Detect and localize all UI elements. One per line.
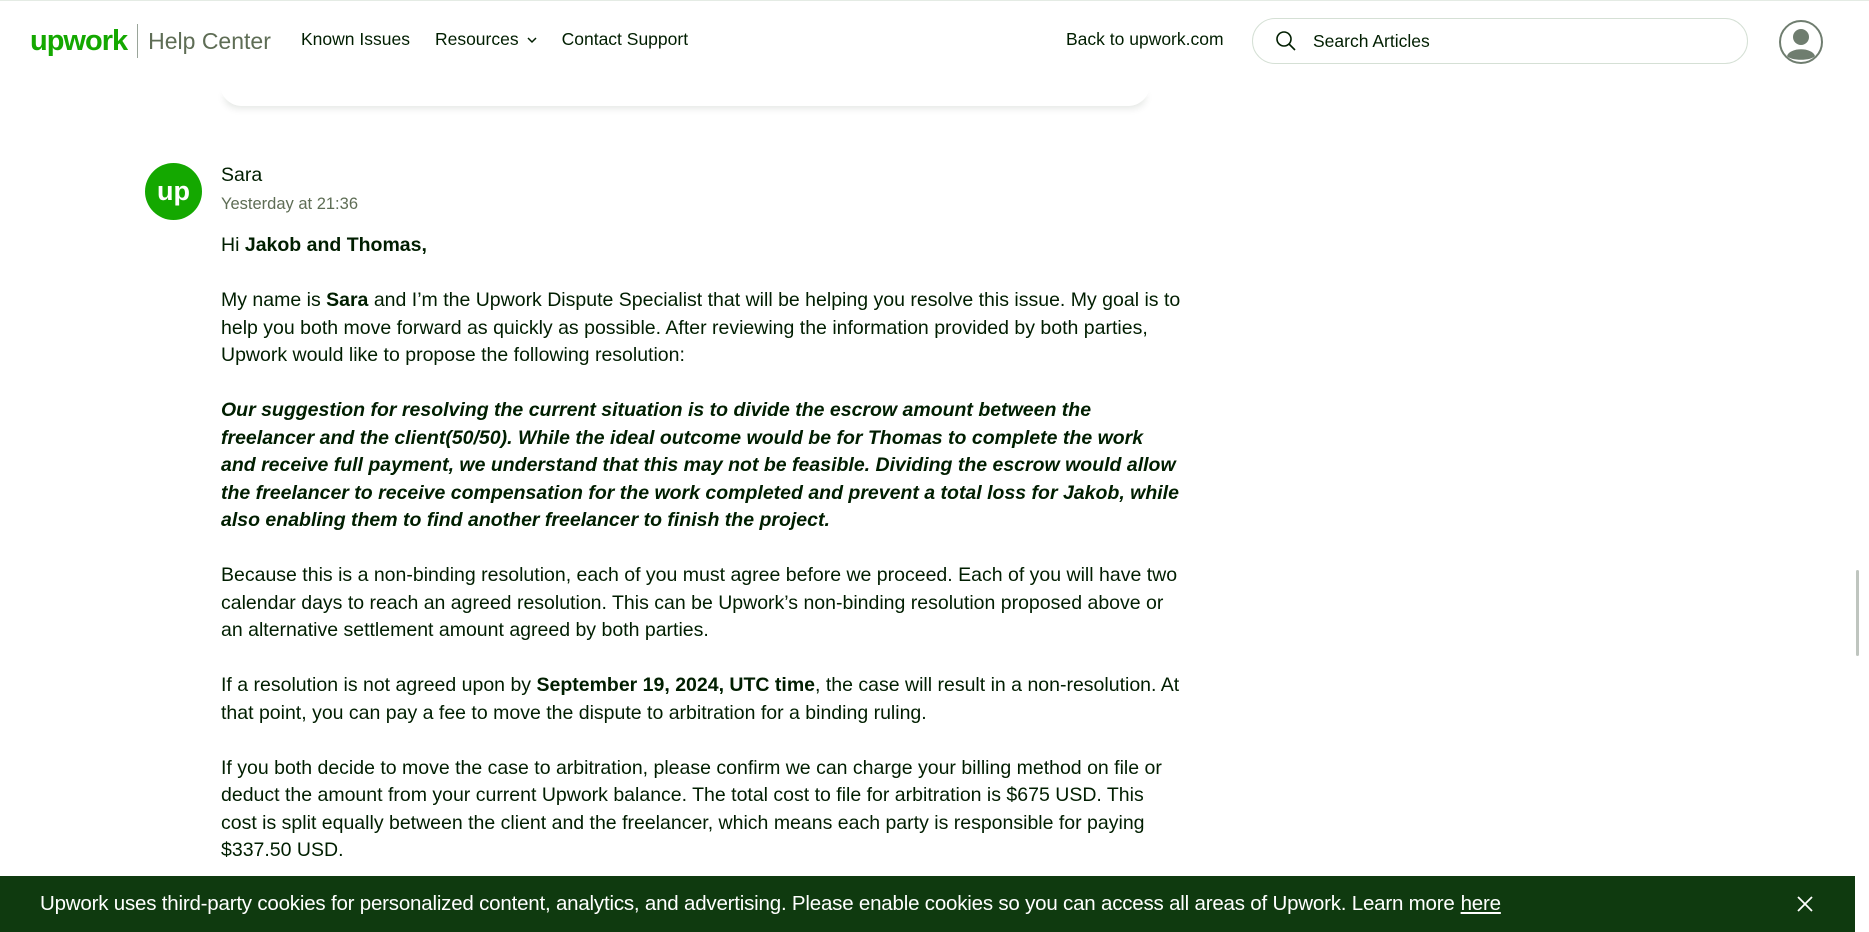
intro-text-b: and I’m the Upwork Dispute Specialist that will be helping you resolve this issue. My goal is to help you both move forward as quickly as possible. After reviewing the information provided by both parties, Upwork would like to propose the following resolution: [221, 289, 1181, 366]
deadline-date: September 19, 2024, UTC time [536, 674, 816, 696]
search-icon [1275, 30, 1297, 52]
user-avatar-icon[interactable] [1779, 20, 1823, 64]
cookie-message [40, 892, 1501, 916]
logo-divider [137, 24, 138, 58]
post-author[interactable]: Sara [221, 164, 263, 186]
cookie-banner [0, 876, 1855, 932]
search-box[interactable] [1252, 18, 1748, 64]
upwork-help-center-logo[interactable] [30, 23, 271, 59]
chevron-down-icon [527, 35, 537, 45]
greeting [221, 232, 1181, 260]
intro-paragraph [221, 287, 1181, 370]
intro-name: Sara [326, 289, 369, 311]
previous-card-edge [220, 84, 1150, 106]
cookie-text: Upwork uses third-party cookies for personalized content, analytics, and advertising. Please enable cookies so you can access all areas of Upwork. Learn more [40, 892, 1455, 915]
arbitration-paragraph: If you both decide to move the case to arbitration, please confirm we can charge your billing method on file or deduct the amount from your current Upwork balance. The total cost to file for arbitration is $675 USD. This cost is split equally between the client and the freelancer, which means each party is responsible for paying $337.50 USD. [221, 756, 1162, 861]
deadline-paragraph [221, 672, 1181, 727]
nav-known-issues[interactable] [301, 29, 410, 50]
intro-text-a: My name is [221, 289, 327, 311]
post-body [221, 232, 1181, 892]
nav-contact-support-label: Contact Support [561, 29, 689, 49]
deadline-text-b: , the case will result in a non-resolution. At that point, you can pay a fee to move the dispute to arbitration for a binding ruling. [221, 674, 1180, 724]
nav-known-issues-label: Known Issues [301, 29, 410, 49]
help-center-label: Help Center [148, 27, 271, 54]
deadline-text-a: If a resolution is not agreed upon by [221, 674, 537, 696]
resolution-proposal: Our suggestion for resolving the current situation is to divide the escrow amount between the freelancer and the client(50/50). While the ideal outcome would be for Thomas to complete the work and receive full payment, we understand that this may not be feasible. Dividing the escrow would allow the freelancer to receive compensation for the work completed and prevent a total loss for Jakob, while also enabling them to find another freelancer to finish the project. [221, 399, 1179, 531]
cookie-learn-more-link[interactable]: here [1460, 892, 1501, 915]
nav-resources-label: Resources [434, 29, 519, 49]
page-scrollbar[interactable] [1856, 570, 1859, 656]
search-input[interactable] [1311, 30, 1715, 53]
nav-contact-support[interactable] [562, 29, 688, 50]
greeting-prefix: Hi [221, 234, 245, 256]
non-binding-paragraph: Because this is a non-binding resolution, each of you must agree before we proceed. Each of you will have two calendar days to reach an agreed resolution. This can be Upwork’s non-binding resolution proposed above or an alternative settlement amount agreed by both parties. [221, 564, 1178, 641]
nav-resources[interactable] [435, 29, 537, 50]
svg-text:up: up [157, 176, 190, 206]
back-to-upwork-link[interactable]: Back to upwork.com [1066, 29, 1224, 49]
close-icon[interactable] [1794, 893, 1816, 915]
greeting-names: Jakob and Thomas, [244, 234, 427, 256]
upwork-avatar-icon [145, 163, 202, 220]
post-timestamp: Yesterday at 21:36 [221, 195, 358, 213]
top-header [0, 0, 1869, 81]
upwork-logo-wordmark: upwork [30, 24, 128, 57]
main-nav [301, 29, 713, 50]
